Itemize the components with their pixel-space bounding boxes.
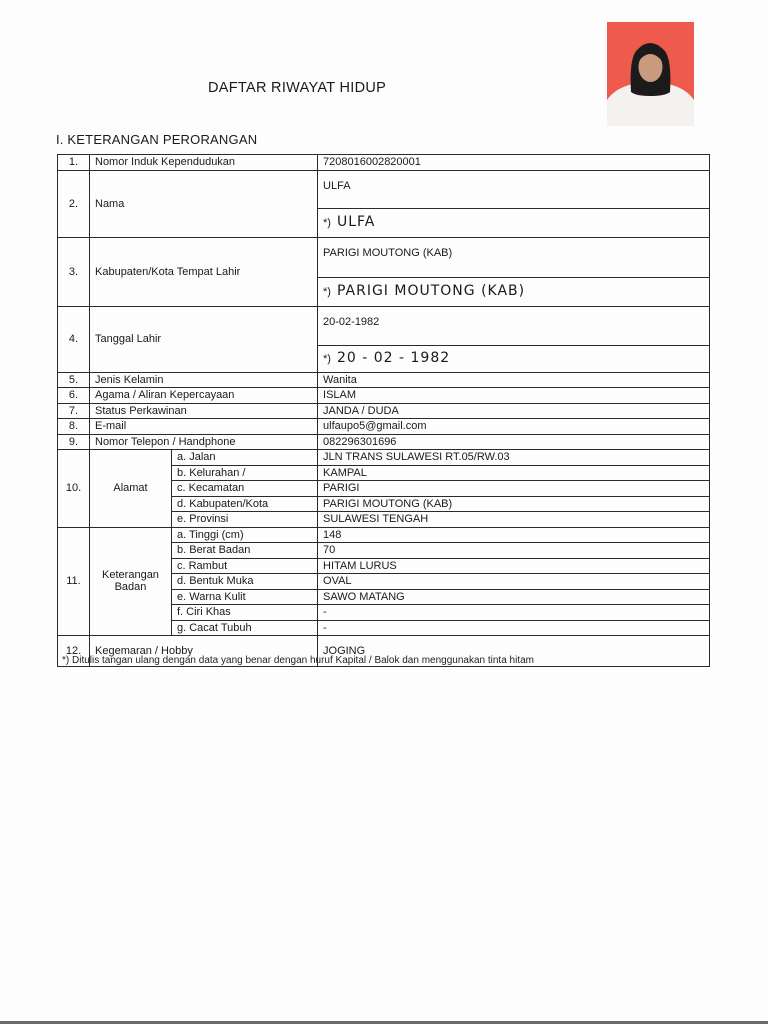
table-row [58, 388, 710, 404]
row-number: 5. [58, 372, 90, 388]
row-number: 7. [58, 403, 90, 419]
provinsi-value: SULAWESI TENGAH [318, 512, 710, 528]
row-label: Kabupaten/Kota Tempat Lahir [90, 237, 318, 306]
row-label-line: Badan [114, 581, 147, 594]
asterisk: *) [323, 353, 331, 365]
tanggal-lahir-handwritten [318, 345, 710, 372]
rambut-value: HITAM LURUS [318, 558, 710, 574]
row-number: 6. [58, 388, 90, 404]
sub-label: a. Tinggi (cm) [172, 527, 318, 543]
row-number: 1. [58, 155, 90, 171]
jalan-value: JLN TRANS SULAWESI RT.05/RW.03 [318, 450, 710, 466]
kulit-value: SAWO MATANG [318, 589, 710, 605]
row-number: 10. [58, 450, 90, 528]
handwritten-text: PARIGI MOUTONG (KAB) [336, 283, 526, 299]
nama-value: ULFA [318, 170, 710, 208]
jenis-kelamin-value: Wanita [318, 372, 710, 388]
nik-value: 7208016002820001 [318, 155, 710, 171]
document-title: DAFTAR RIWAYAT HIDUP [208, 80, 387, 96]
handwritten-text: 20 - 02 - 1982 [336, 350, 451, 366]
tempat-lahir-handwritten [318, 277, 710, 306]
sub-label: b. Kelurahan / [172, 465, 318, 481]
hobby-value: JOGING [318, 636, 710, 667]
sub-label: e. Provinsi [172, 512, 318, 528]
row-number: 9. [58, 434, 90, 450]
row-label-line: Keterangan [102, 569, 159, 582]
table-row [58, 155, 710, 171]
table-row [58, 372, 710, 388]
personal-data-table [57, 154, 710, 667]
table-row [58, 434, 710, 450]
sub-label: d. Kabupaten/Kota [172, 496, 318, 512]
sub-label: b. Berat Badan [172, 543, 318, 559]
row-label: E-mail [90, 419, 318, 435]
sub-label: c. Kecamatan [172, 481, 318, 497]
portrait-photo [607, 22, 694, 126]
kecamatan-value: PARIGI [318, 481, 710, 497]
handwritten-text: ULFA [336, 214, 376, 230]
cacat-value: - [318, 620, 710, 636]
sub-label: d. Bentuk Muka [172, 574, 318, 590]
table-row [58, 419, 710, 435]
row-number: 2. [58, 170, 90, 237]
table-row [58, 306, 710, 345]
row-label: Alamat [90, 450, 172, 528]
row-label: Tanggal Lahir [90, 306, 318, 372]
kelurahan-value: KAMPAL [318, 465, 710, 481]
sub-label: g. Cacat Tubuh [172, 620, 318, 636]
berat-value: 70 [318, 543, 710, 559]
sub-label: c. Rambut [172, 558, 318, 574]
email-value: ulfaupo5@gmail.com [318, 419, 710, 435]
table-row [58, 527, 710, 543]
row-number: 12. [58, 636, 90, 667]
table-row [58, 450, 710, 466]
agama-value: ISLAM [318, 388, 710, 404]
ciri-value: - [318, 605, 710, 621]
telepon-value: 082296301696 [318, 434, 710, 450]
sub-label: e. Warna Kulit [172, 589, 318, 605]
table-row [58, 237, 710, 277]
status-value: JANDA / DUDA [318, 403, 710, 419]
row-number: 3. [58, 237, 90, 306]
row-label: Nomor Telepon / Handphone [90, 434, 318, 450]
row-label: Nama [90, 170, 318, 237]
tempat-lahir-value: PARIGI MOUTONG (KAB) [318, 237, 710, 277]
row-label: Agama / Aliran Kepercayaan [90, 388, 318, 404]
footnote: *) Ditulis tangan ulang dengan data yang benar dengan huruf Kapital / Balok dan menggunakan tinta hitam [62, 655, 535, 666]
row-number: 8. [58, 419, 90, 435]
row-label: Jenis Kelamin [90, 372, 318, 388]
kabupaten-value: PARIGI MOUTONG (KAB) [318, 496, 710, 512]
tanggal-lahir-value: 20-02-1982 [318, 306, 710, 345]
row-label: Kegemaran / Hobby [90, 636, 318, 667]
person-silhouette-icon [607, 22, 694, 126]
tinggi-value: 148 [318, 527, 710, 543]
asterisk: *) [323, 286, 331, 298]
asterisk: *) [323, 217, 331, 229]
table-row [58, 170, 710, 208]
row-label: Status Perkawinan [90, 403, 318, 419]
sub-label: f. Ciri Khas [172, 605, 318, 621]
row-label: Nomor Induk Kependudukan [90, 155, 318, 171]
muka-value: OVAL [318, 574, 710, 590]
row-label [90, 527, 172, 636]
section-heading: I. KETERANGAN PERORANGAN [56, 132, 258, 147]
sub-label: a. Jalan [172, 450, 318, 466]
nama-handwritten [318, 208, 710, 237]
row-number: 11. [58, 527, 90, 636]
table-row [58, 403, 710, 419]
row-number: 4. [58, 306, 90, 372]
